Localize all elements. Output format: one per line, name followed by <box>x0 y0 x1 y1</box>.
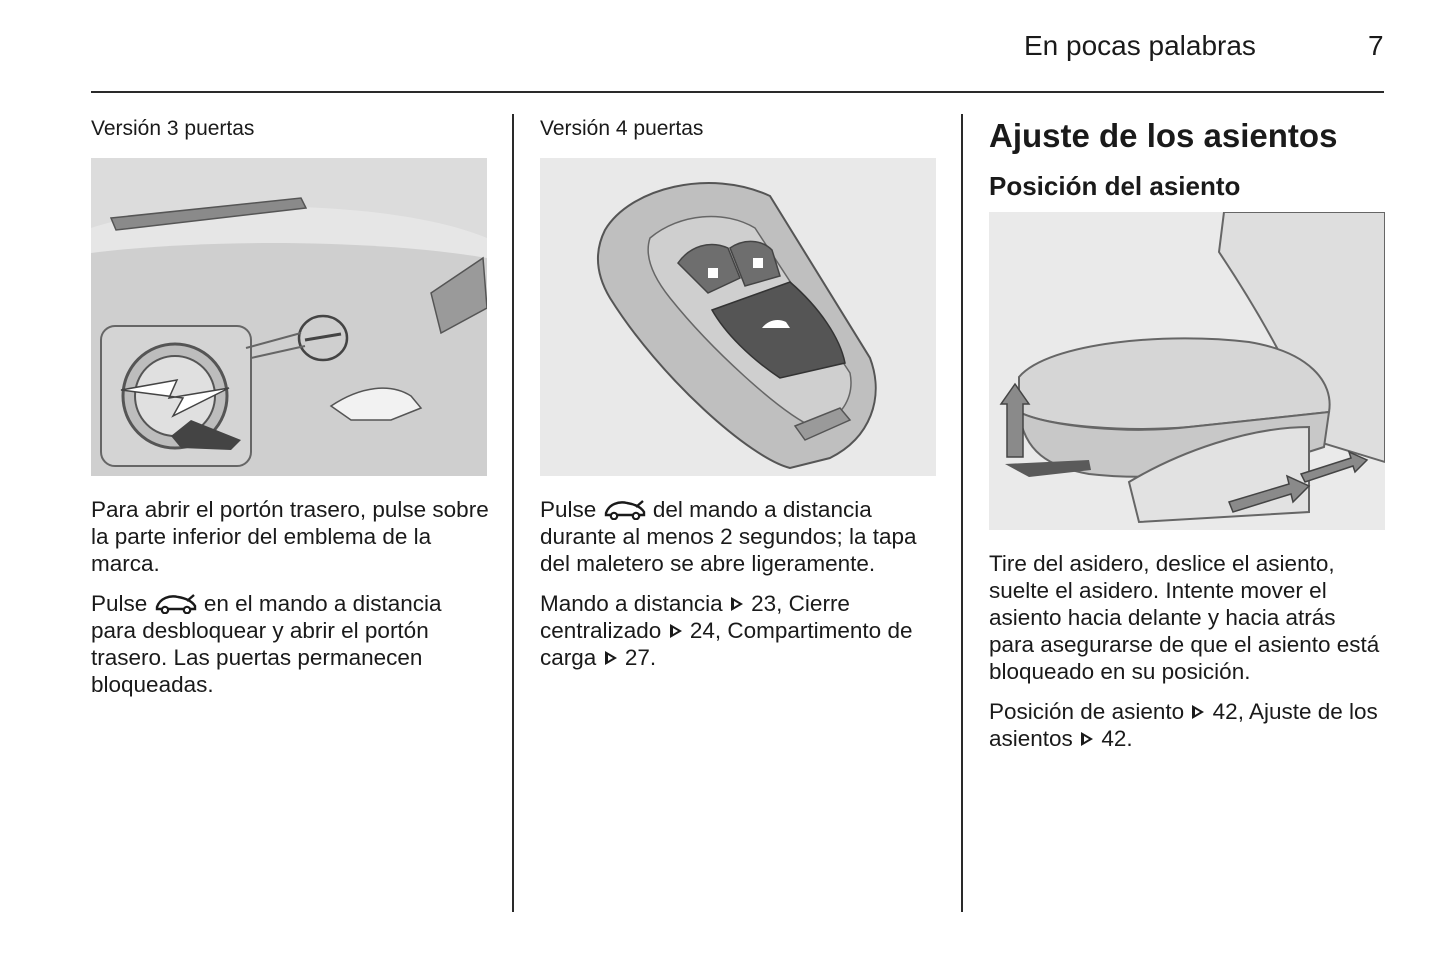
column-seat-adjustment <box>989 114 1385 765</box>
page-reference-icon <box>603 649 619 667</box>
paragraph <box>989 698 1385 752</box>
text-span: Posición de asiento <box>989 699 1185 724</box>
column-divider <box>961 114 963 912</box>
text-span: del mando a distancia durante al menos 2 segundos; la tapa del maletero se abre ligeramente. <box>540 497 917 576</box>
page-reference-icon <box>1079 730 1095 748</box>
text-span: Mando a distancia <box>540 591 723 616</box>
text-span: 24, Compartimento de carga <box>540 618 913 670</box>
seat-position-illustration <box>989 212 1385 530</box>
car-trunk-icon <box>603 498 647 520</box>
paragraph: Para abrir el portón trasero, pulse sobre la parte inferior del emblema de la marca. <box>91 497 489 576</box>
header-rule <box>91 91 1384 93</box>
remote-key-illustration <box>540 158 936 476</box>
figure-caption: Versión 4 puertas <box>540 117 704 140</box>
car-trunk-icon <box>154 592 198 614</box>
page-reference-icon <box>729 595 745 613</box>
paragraph <box>540 496 938 577</box>
text-span: 23, Cierre centralizado <box>540 591 850 643</box>
paragraph: Tire del asidero, deslice el asiento, suelte el asidero. Intente mover el asiento hacia delante y hacia atrás para asegurarse de que el asiento está bloqueado en su posición. <box>989 551 1380 684</box>
text-span: 42. <box>1101 726 1133 751</box>
sub-heading: Posición del asiento <box>989 171 1241 201</box>
text-span: 42, Ajuste de los asientos <box>989 699 1378 751</box>
paragraph <box>540 590 938 671</box>
page-header-title: En pocas palabras <box>1024 30 1256 61</box>
text-span: Pulse <box>540 497 597 522</box>
paragraph <box>91 590 489 698</box>
page-reference-icon <box>1190 703 1206 721</box>
column-4-doors <box>540 114 938 684</box>
page-number: 7 <box>1368 30 1384 61</box>
text-span: en el mando a distancia para desbloquear y abrir el portón trasero. Las puertas permanecen bloqueadas. <box>91 591 442 697</box>
tailgate-emblem-illustration <box>91 158 487 476</box>
section-heading: Ajuste de los asientos <box>989 117 1338 154</box>
page-reference-icon <box>668 622 684 640</box>
text-span: Pulse <box>91 591 148 616</box>
column-divider <box>512 114 514 912</box>
figure-caption: Versión 3 puertas <box>91 117 255 140</box>
column-3-doors <box>91 114 489 711</box>
text-span: 27. <box>624 645 657 670</box>
